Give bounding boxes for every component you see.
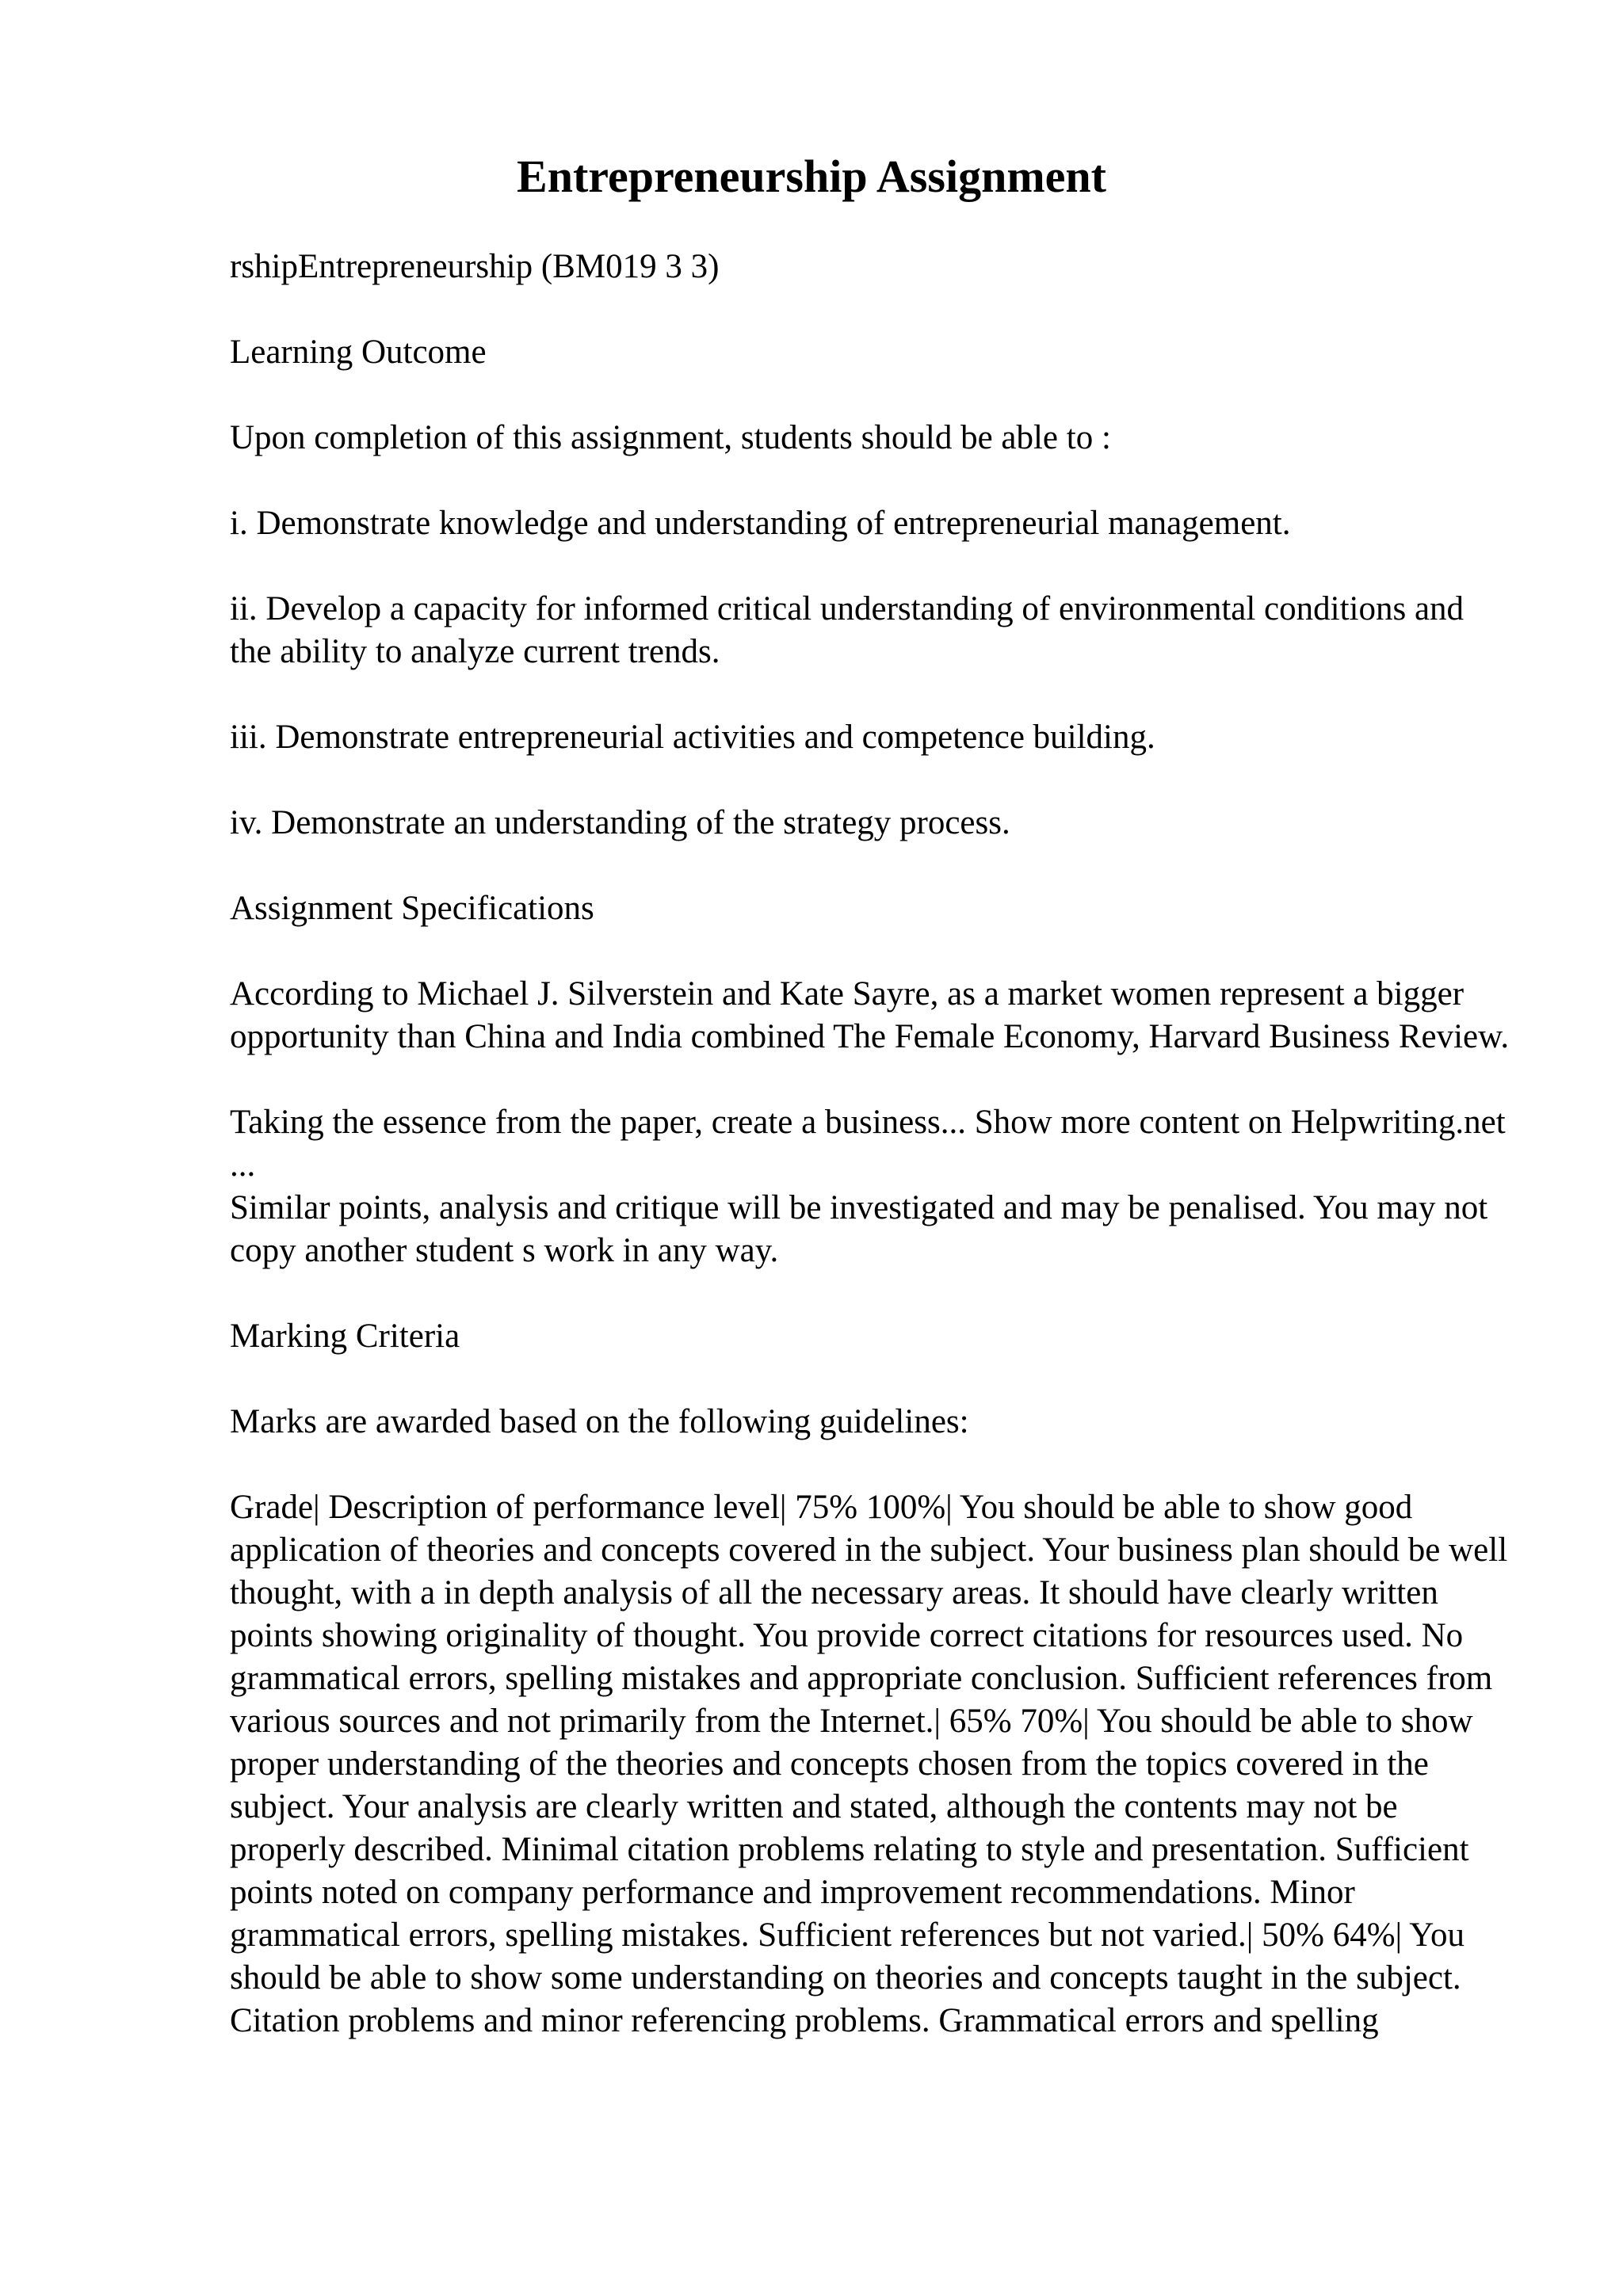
document-title: Entrepreneurship Assignment [517,151,1106,202]
course-code: rshipEntrepreneurship (BM019 3 3) [230,248,720,285]
plagiarism-paragraph: Similar points, analysis and critique will be investigated and may be penalised. You may not copy another student s work in any way. [230,1189,1488,1269]
outcome-item-3: iii. Demonstrate entrepreneurial activities and competence building. [230,719,1155,756]
marking-intro: Marks are awarded based on the following guidelines: [230,1403,969,1440]
specification-paragraph: According to Michael J. Silverstein and Kate Sayre, as a market women represent a bigger opportunity than China and India combined The Female Economy, Harvard Business Review. [230,975,1510,1055]
assignment-specifications-heading: Assignment Specifications [230,890,594,927]
grade-descriptions: Grade| Description of performance level| 75% 100%| You should be able to show good application of theories and concepts covered in the subject. Your business plan should be well thought, with a in depth analysis of all the necessary areas. It should have clearly written points showing originality of thought. You provide correct citations for resources used. No grammatical errors, spelling mistakes and appropriate conclusion. Sufficient references from various sources and not primarily from the Internet.| 65% 70%| You should be able to show proper understanding of the theories and concepts chosen from the topics covered in the subject. Your analysis are clearly written and stated, although the contents may not be properly described. Minimal citation problems relating to style and presentation. Sufficient points noted on company performance and improvement recommendations. Minor grammatical errors, spelling mistakes. Sufficient references but not varied.| 50% 64%| You should be able to show some understanding on theories and concepts taught in the subject. Citation problems and minor referencing problems. Grammatical errors and spelling [230,1489,1508,2039]
marking-criteria-heading: Marking Criteria [230,1318,460,1355]
outcome-item-1: i. Demonstrate knowledge and understanding of entrepreneurial management. [230,505,1291,542]
task-paragraph: Taking the essence from the paper, create a business... Show more content on Helpwriting.net ... [230,1104,1506,1184]
outcome-item-2: ii. Develop a capacity for informed critical understanding of environmental conditions and the ability to analyze current trends. [230,590,1465,670]
learning-outcome-intro: Upon completion of this assignment, students should be able to : [230,419,1111,456]
learning-outcome-heading: Learning Outcome [230,334,487,371]
outcome-item-4: iv. Demonstrate an understanding of the strategy process. [230,804,1010,841]
document-body [230,246,1514,2042]
